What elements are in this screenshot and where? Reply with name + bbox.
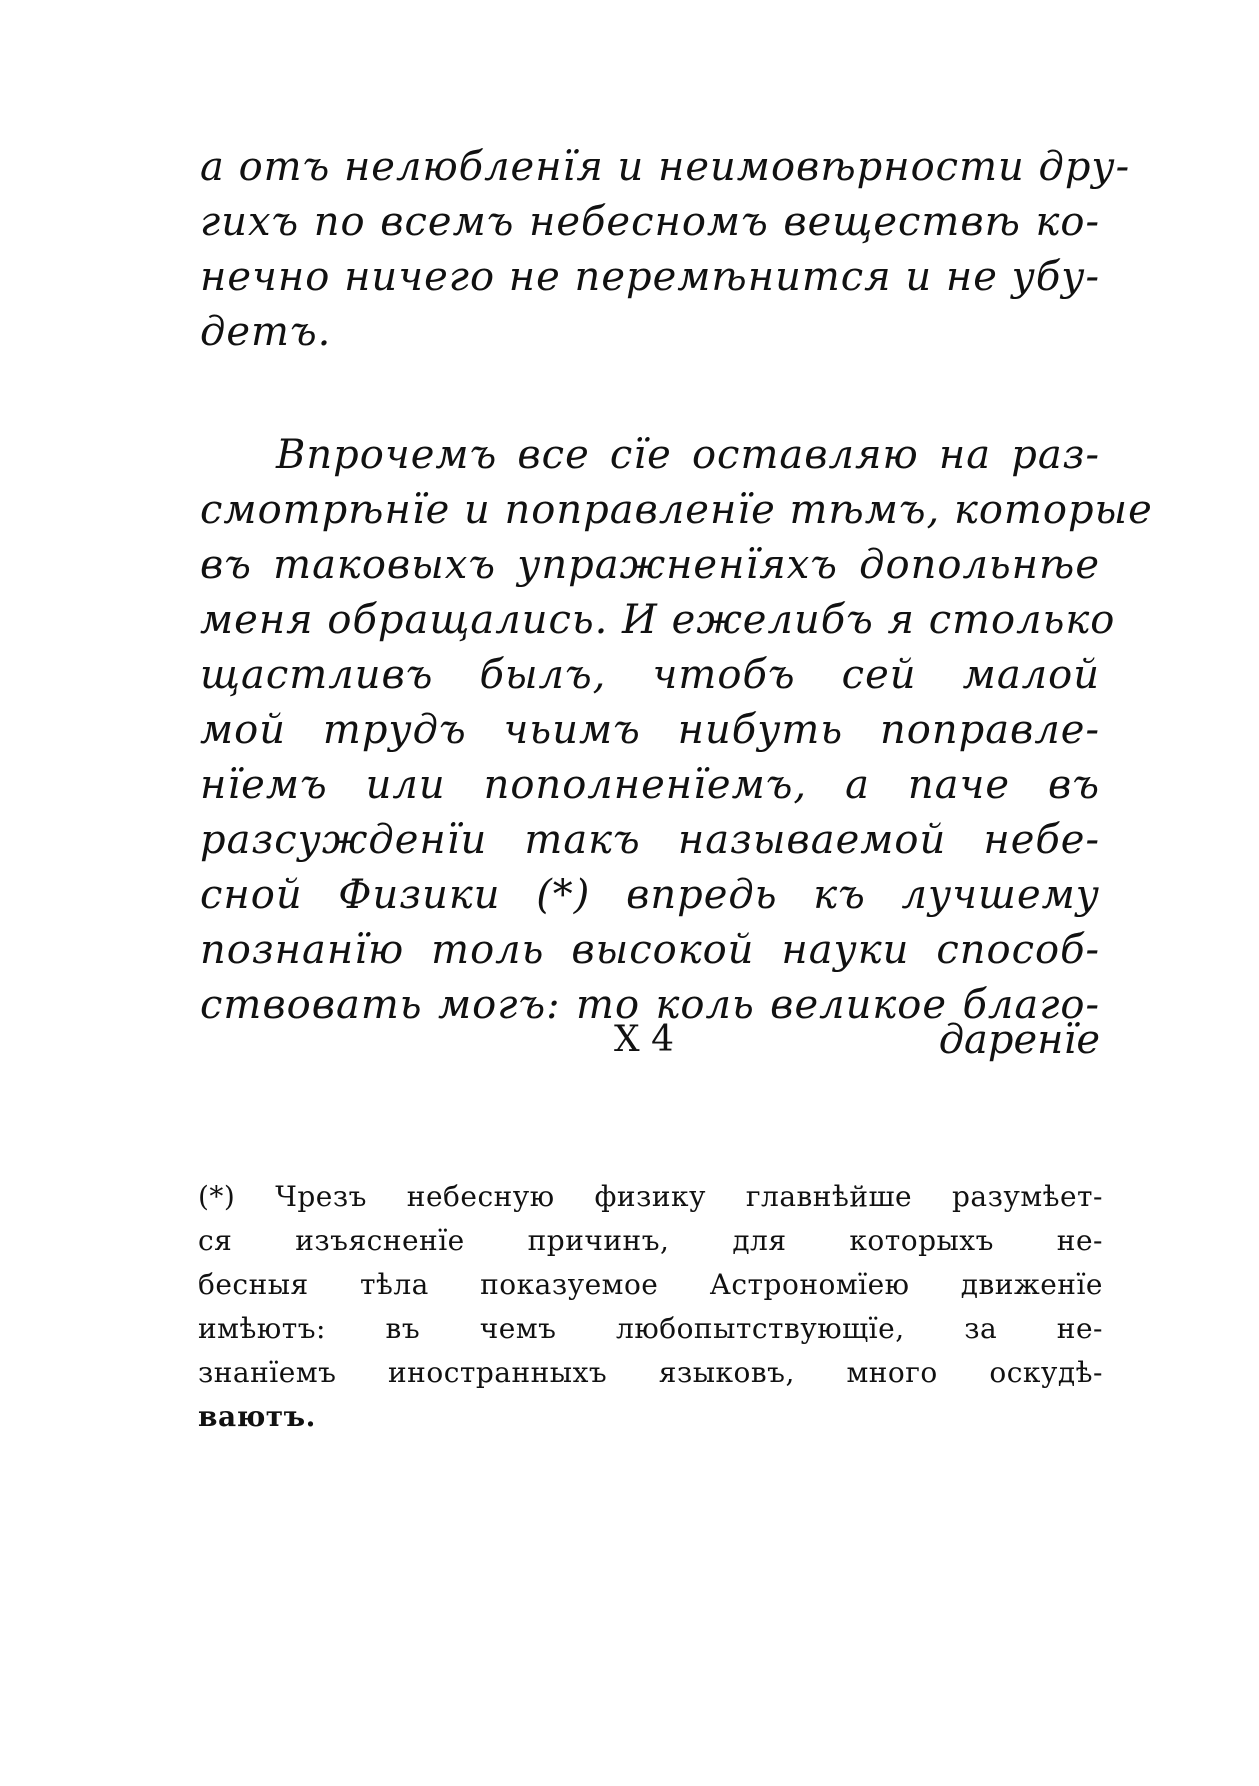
text-line: Впрочемъ все сїе оставляю на раз-	[276, 432, 1100, 478]
paragraph-2	[200, 428, 1153, 1033]
text-line: познанїю толь высокой науки способ-	[200, 927, 1100, 973]
footnote-line: бесныя тѣла показуемое Астрономїею движенїе	[198, 1268, 1103, 1301]
catchword: даренїе	[938, 1017, 1100, 1063]
text-line: смотрѣнїе и поправленїе тѣмъ, которые	[200, 487, 1153, 533]
text-line: въ таковыхъ упражненїяхъ допольнѣе	[200, 542, 1100, 588]
text-line: щастливъ былъ, чтобъ сей малой	[200, 652, 1100, 698]
text-line: нїемъ или пополненїемъ, а паче въ	[200, 762, 1100, 808]
text-line: нечно ничего не перемѣнится и не убу-	[200, 254, 1100, 300]
footnote-line: знанїемъ иностранныхъ языковъ, много оскудѣ-	[198, 1356, 1103, 1389]
text-line: гихъ по всемъ небесномъ веществѣ ко-	[200, 199, 1100, 245]
text-line: а отъ нелюбленїя и неимовѣрности дру-	[200, 144, 1131, 190]
text-line: детъ.	[200, 309, 332, 355]
footnote-line: имѣютъ: въ чемъ любопытствующїе, за не-	[198, 1312, 1103, 1345]
signature-mark: Х 4	[614, 1019, 674, 1060]
text-line: сной Физики (*) впредь къ лучшему	[200, 872, 1100, 918]
signature-row	[200, 1012, 1100, 1068]
footnote-line: ся изъясненїе причинъ, для которыхъ не-	[198, 1224, 1103, 1257]
footnote-line: ваютъ.	[198, 1400, 316, 1433]
text-line: разсужденїи такъ называемой небе-	[200, 817, 1100, 863]
footnote-line: (*) Чрезъ небесную физику главнѣйше разумѣет-	[198, 1180, 1103, 1213]
paragraph-1	[200, 140, 1131, 360]
text-line: ствовать могъ: то коль великое благо-	[200, 982, 1100, 1028]
footnote	[198, 1175, 1103, 1439]
text-line: меня обращались. И ежелибъ я столько	[200, 597, 1116, 643]
text-line: мой трудъ чьимъ нибуть поправле-	[200, 707, 1100, 753]
